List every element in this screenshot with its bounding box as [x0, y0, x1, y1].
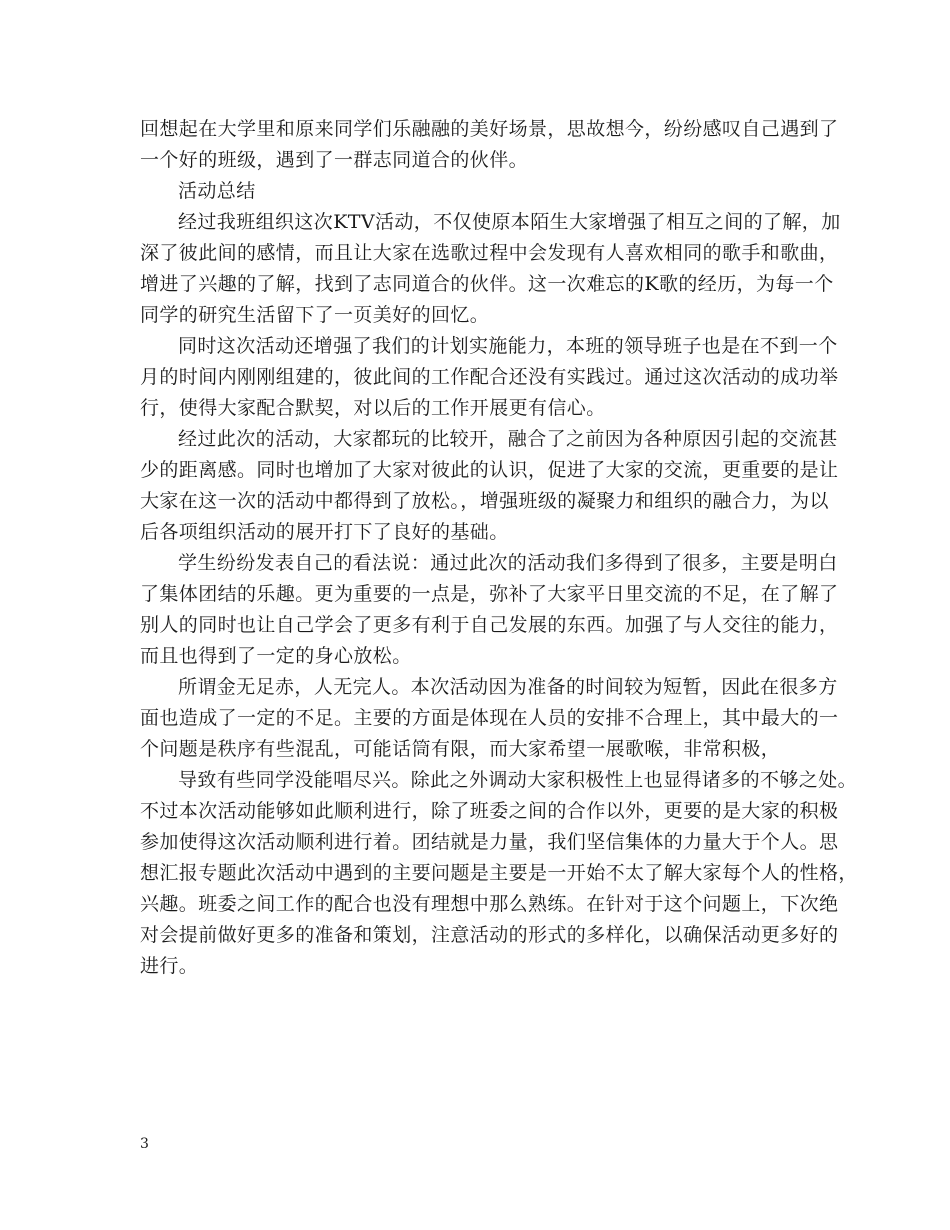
text-line: 大家在这一次的活动中都得到了放松。，增强班级的凝聚力和组织的融合力，为以 [140, 490, 829, 512]
text-line: 回想起在大学里和原来同学们乐融融的美好场景，思故想今，纷纷感叹自己遇到了 [140, 118, 839, 140]
text-line: 想汇报专题此次活动中遇到的主要问题是主要是一开始不太了解大家每个人的性格， [140, 862, 858, 884]
text-line: 一个好的班级，遇到了一群志同道合的伙伴。 [140, 149, 529, 171]
text-line: 面也造成了一定的不足。主要的方面是体现在人员的安排不合理上，其中最大的一 [140, 707, 839, 729]
text-line: 少的距离感。同时也增加了大家对彼此的认识，促进了大家的交流，更重要的是让 [140, 459, 839, 481]
text-line: 行，使得大家配合默契，对以后的工作开展更有信心。 [140, 397, 606, 419]
text-line: 参加使得这次活动顺利进行着。团结就是力量，我们坚信集体的力量大于个人。思 [140, 831, 839, 853]
text-line: 个问题是秩序有些混乱，可能话筒有限，而大家希望一展歌喉，非常积极， [140, 738, 781, 760]
text-line: 同时这次活动还增强了我们的计划实施能力，本班的领导班子也是在不到一个 [178, 335, 838, 357]
text-line: 同学的研究生活留下了一页美好的回忆。 [140, 304, 490, 326]
page-number: 3 [140, 1136, 149, 1152]
text-line: 导致有些同学没能唱尽兴。除此之外调动大家积极性上也显得诸多的不够之处。 [178, 769, 858, 791]
text-line: 学生纷纷发表自己的看法说：通过此次的活动我们多得到了很多，主要是明白 [178, 552, 838, 574]
text-line: 深了彼此间的感情，而且让大家在选歌过程中会发现有人喜欢相同的歌手和歌曲， [140, 242, 839, 264]
text-line: 不过本次活动能够如此顺利进行，除了班委之间的合作以外，更要的是大家的积极 [140, 800, 839, 822]
text-line: 了集体团结的乐趣。更为重要的一点是，弥补了大家平日里交流的不足，在了解了 [140, 583, 839, 605]
text-line: 兴趣。班委之间工作的配合也没有理想中那么熟练。在针对于这个问题上，下次绝 [140, 893, 839, 915]
text-line: 增进了兴趣的了解，找到了志同道合的伙伴。这一次难忘的K歌的经历，为每一个 [140, 273, 834, 295]
document-body [140, 114, 858, 982]
text-line: 活动总结 [178, 180, 256, 202]
text-line: 而且也得到了一定的身心放松。 [140, 645, 412, 667]
text-line: 经过此次的活动，大家都玩的比较开，融合了之前因为各种原因引起的交流甚 [178, 428, 838, 450]
text-line: 后各项组织活动的展开打下了良好的基础。 [140, 521, 509, 543]
text-line: 所谓金无足赤，人无完人。本次活动因为准备的时间较为短暂，因此在很多方 [178, 676, 838, 698]
text-line: 月的时间内刚刚组建的，彼此间的工作配合还没有实践过。通过这次活动的成功举 [140, 366, 839, 388]
text-line: 对会提前做好更多的准备和策划，注意活动的形式的多样化，以确保活动更多好的 [140, 924, 839, 946]
text-line: 进行。 [140, 955, 199, 977]
text-line: 别人的同时也让自己学会了更多有利于自己发展的东西。加强了与人交往的能力， [140, 614, 839, 636]
text-line: 经过我班组织这次KTV活动，不仅使原本陌生大家增强了相互之间的了解，加 [178, 211, 841, 233]
